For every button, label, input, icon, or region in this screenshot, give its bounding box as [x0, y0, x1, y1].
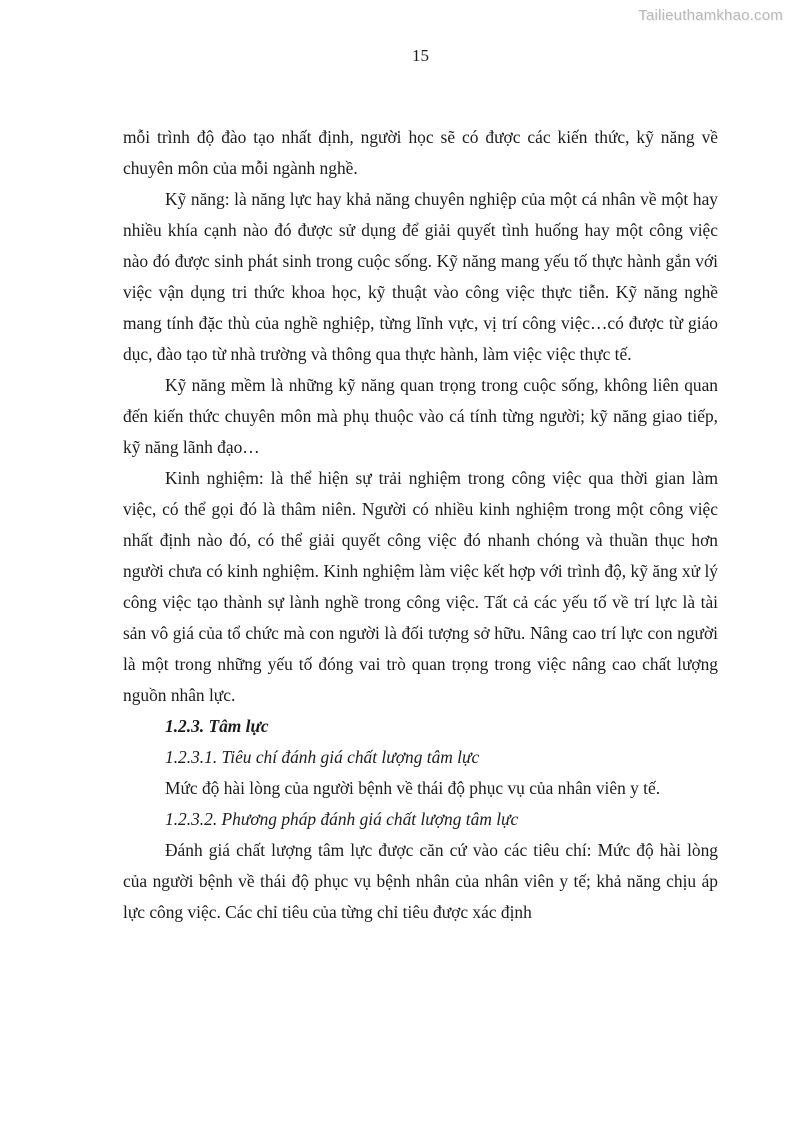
section-heading-1-2-3-2: 1.2.3.2. Phương pháp đánh giá chất lượng tâm lực	[165, 809, 519, 829]
body-paragraph-ky-nang: Kỹ năng: là năng lực hay khả năng chuyên nghiệp của một cá nhân về một hay nhiều khía cạnh nào đó được sử dụng để giải quyết tình huống hay một công việc nào đó được sinh phát sinh trong cuộc sống. Kỹ năng mang yếu tố thực hành gắn với việc vận dụng tri thức khoa học, kỹ thuật vào công việc thực tiễn. Kỹ năng nghề mang tính đặc thù của nghề nghiệp, từng lĩnh vực, vị trí công việc…có được từ giáo dục, đào tạo từ nhà trường và thông qua thực hành, làm việc việc thực tế.	[123, 189, 718, 364]
section-heading-1-2-3: 1.2.3. Tâm lực	[165, 716, 269, 736]
body-line-muc-do-hai-long: Mức độ hài lòng của người bệnh về thái độ phục vụ của nhân viên y tế.	[165, 778, 661, 798]
page-number: 15	[412, 46, 429, 65]
section-heading-1-2-3-1: 1.2.3.1. Tiêu chí đánh giá chất lượng tâm lực	[165, 747, 480, 767]
body-paragraph-kinh-nghiem: Kinh nghiệm: là thể hiện sự trải nghiệm trong công việc qua thời gian làm việc, có thể gọi đó là thâm niên. Người có nhiều kinh nghiệm trong một công việc nhất định nào đó, có thể giải quyết công việc đó nhanh chóng và thuần thục hơn người chưa có kinh nghiệm. Kinh nghiệm làm việc kết hợp với trình độ, kỹ ăng xử lý công việc tạo thành sự lành nghề trong công việc. Tất cả các yếu tố về trí lực là tài sản vô giá của tổ chức mà con người là đối tượng sở hữu. Nâng cao trí lực con người là một trong những yếu tố đóng vai trò quan trọng trong việc nâng cao chất lượng nguồn nhân lực.	[123, 468, 718, 705]
site-watermark: Tailieuthamkhao.com	[638, 7, 783, 24]
body-paragraph-danh-gia: Đánh giá chất lượng tâm lực được căn cứ vào các tiêu chí: Mức độ hài lòng của người bệnh về thái độ phục vụ bệnh nhân của nhân viên y tế; khả năng chịu áp lực công việc. Các chỉ tiêu của từng chỉ tiêu được xác định	[123, 840, 718, 922]
body-paragraph-continuation: mỗi trình độ đào tạo nhất định, người học sẽ có được các kiến thức, kỹ năng về chuyên môn của mỗi ngành nghề.	[123, 127, 718, 178]
body-paragraph-ky-nang-mem: Kỹ năng mềm là những kỹ năng quan trọng trong cuộc sống, không liên quan đến kiến thức chuyên môn mà phụ thuộc vào cá tính từng người; kỹ năng giao tiếp, kỹ năng lãnh đạo…	[123, 375, 718, 457]
document-body	[123, 122, 718, 928]
